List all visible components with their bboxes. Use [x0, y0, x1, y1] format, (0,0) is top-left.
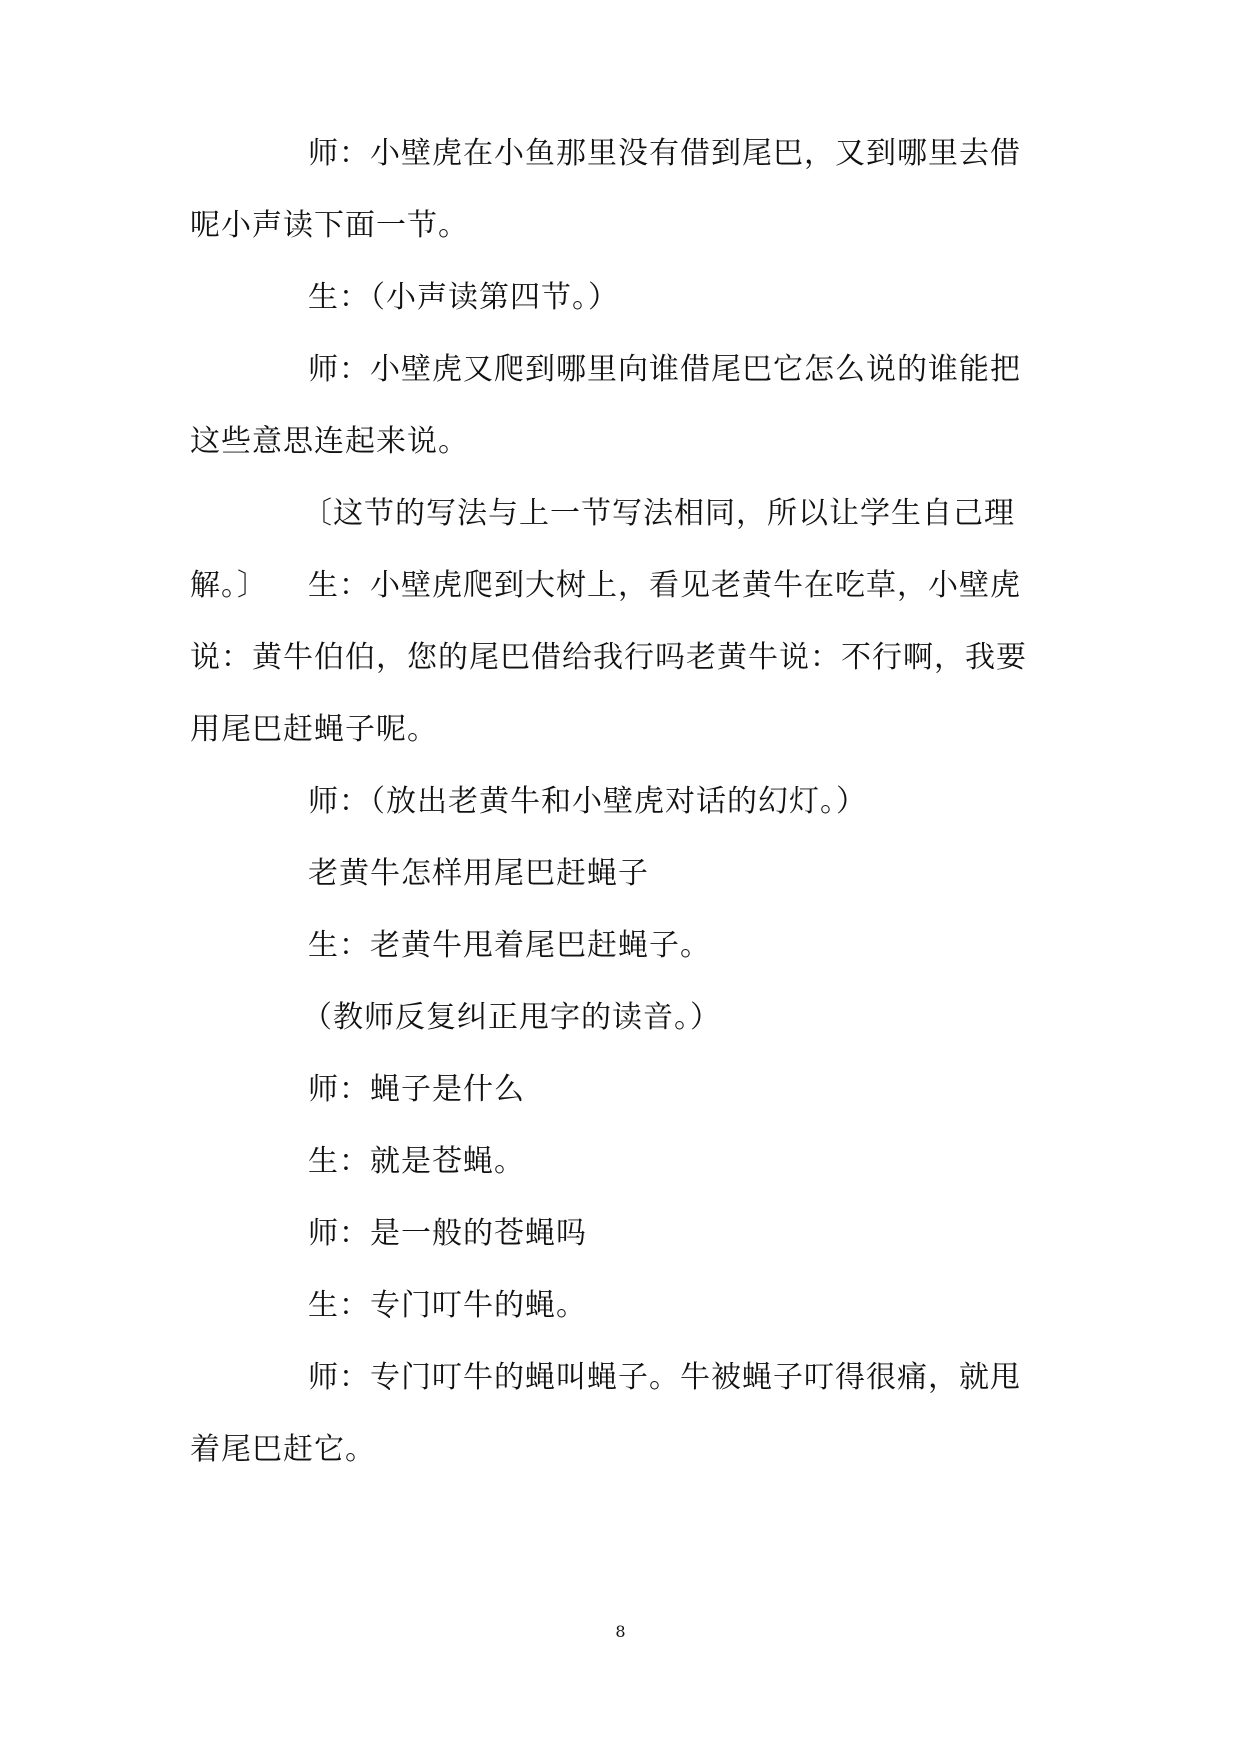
paragraph-1: 师：小壁虎在小鱼那里没有借到尾巴，又到哪里去借呢小声读下面一节。 [190, 136, 1021, 243]
paragraph-13: 生：专门叮牛的蝇。 [308, 1288, 587, 1323]
paragraph-11: 生：就是苍蝇。 [308, 1144, 525, 1179]
paragraph-8: 生：老黄牛甩着尾巴赶蝇子。 [308, 928, 711, 963]
paragraph-6: 师：（放出老黄牛和小壁虎对话的幻灯。） [308, 784, 867, 819]
paragraph-2: 生：（小声读第四节。） [308, 280, 619, 315]
paragraph-9: （教师反复纠正甩字的读音。） [302, 1000, 721, 1035]
paragraph-12: 师：是一般的苍蝇吗 [308, 1216, 587, 1251]
paragraph-7: 老黄牛怎样用尾巴赶蝇子 [308, 856, 649, 891]
page-number: 8 [615, 1622, 626, 1641]
paragraph-5: 生：小壁虎爬到大树上，看见老黄牛在吃草，小壁虎说：黄牛伯伯，您的尾巴借给我行吗老黄牛说：不行啊，我要用尾巴赶蝇子呢。 [190, 568, 1027, 747]
paragraph-3: 师：小壁虎又爬到哪里向谁借尾巴它怎么说的谁能把这些意思连起来说。 [190, 352, 1021, 459]
paragraph-14: 师：专门叮牛的蝇叫蝇子。牛被蝇子叮得很痛，就甩着尾巴赶它。 [190, 1360, 1021, 1467]
paragraph-10: 师：蝇子是什么 [308, 1072, 525, 1107]
paragraph-4: 〔这节的写法与上一节写法相同，所以让学生自己理解。〕 [190, 496, 1015, 603]
